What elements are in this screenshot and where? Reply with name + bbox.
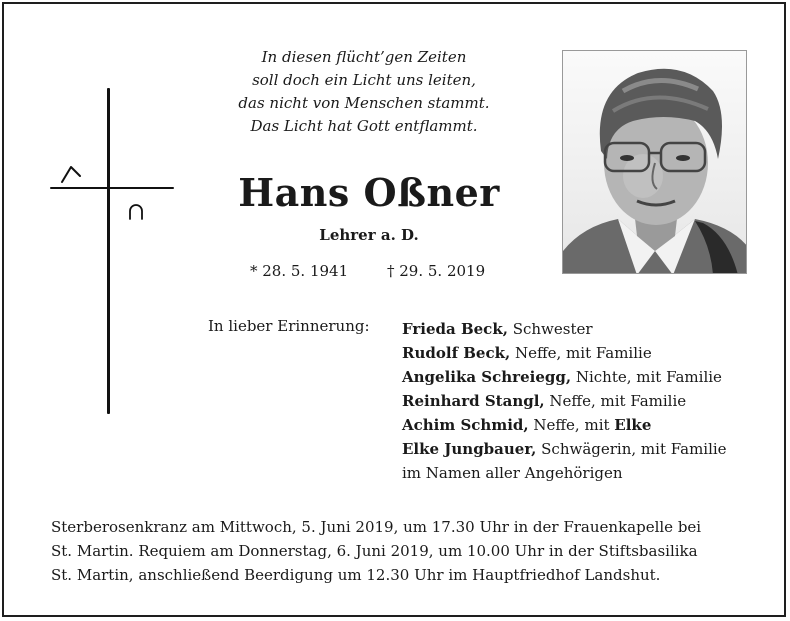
mourner-relation: im Namen aller Angehörigen — [402, 464, 623, 482]
mourner-name: Frieda Beck, — [402, 320, 508, 338]
service-line: St. Martin, anschließend Beerdigung um 12.30 Uhr im Hauptfriedhof Landshut. — [51, 566, 661, 584]
poem-line: Das Licht hat Gott entflammt. — [250, 117, 478, 135]
mourner-row — [402, 365, 727, 389]
service-information — [51, 515, 751, 587]
poem — [204, 46, 524, 138]
poem-line: soll doch ein Licht uns leiten, — [252, 71, 476, 89]
mourners-list — [402, 317, 727, 485]
mourner-relation: Neffe, mit Familie — [544, 392, 687, 410]
mourner-name: Reinhard Stangl, — [402, 392, 545, 410]
mourner-row — [402, 341, 727, 365]
mourner-row — [402, 317, 727, 341]
poem-line: In diesen flücht’gen Zeiten — [261, 48, 467, 66]
mourner-name: Achim Schmid, — [402, 416, 529, 434]
cross-horizontal-bar — [50, 187, 174, 189]
mourner-row — [402, 413, 727, 437]
mourner-row — [402, 461, 727, 485]
mourner-name: Elke Jungbauer, — [402, 440, 537, 458]
cross-vertical-bar — [107, 88, 110, 414]
mourner-name: Angelika Schreiegg, — [402, 368, 572, 386]
portrait-photo — [562, 50, 747, 274]
death-date: † 29. 5. 2019 — [387, 262, 486, 280]
service-line: St. Martin. Requiem am Donnerstag, 6. Juni 2019, um 10.00 Uhr in der Stiftsbasilika — [51, 542, 698, 560]
mourner-name: Rudolf Beck, — [402, 344, 511, 362]
service-line: Sterberosenkranz am Mittwoch, 5. Juni 2019, um 17.30 Uhr in der Frauenkapelle bei — [51, 518, 702, 536]
obituary-card — [2, 2, 786, 617]
mourner-row — [402, 437, 727, 461]
memorial-label: In lieber Erinnerung: — [208, 317, 370, 335]
mourner-relation: Schwägerin, mit Familie — [536, 440, 727, 458]
alpha-icon — [60, 164, 82, 184]
mourner-relation: Schwester — [507, 320, 593, 338]
deceased-name: Hans Oßner — [238, 170, 500, 215]
mourner-relation: Neffe, mit Familie — [510, 344, 652, 362]
occupation: Lehrer a. D. — [319, 226, 419, 244]
mourner-relation: Nichte, mit Familie — [571, 368, 722, 386]
mourner-relation: Neffe, mit — [528, 416, 615, 434]
omega-icon — [127, 203, 145, 221]
birth-date: * 28. 5. 1941 — [250, 262, 349, 280]
mourner-extra-name: Elke — [614, 416, 652, 434]
portrait-photo-icon — [563, 51, 747, 274]
poem-line: das nicht von Menschen stammt. — [238, 94, 490, 112]
mourner-row — [402, 389, 727, 413]
